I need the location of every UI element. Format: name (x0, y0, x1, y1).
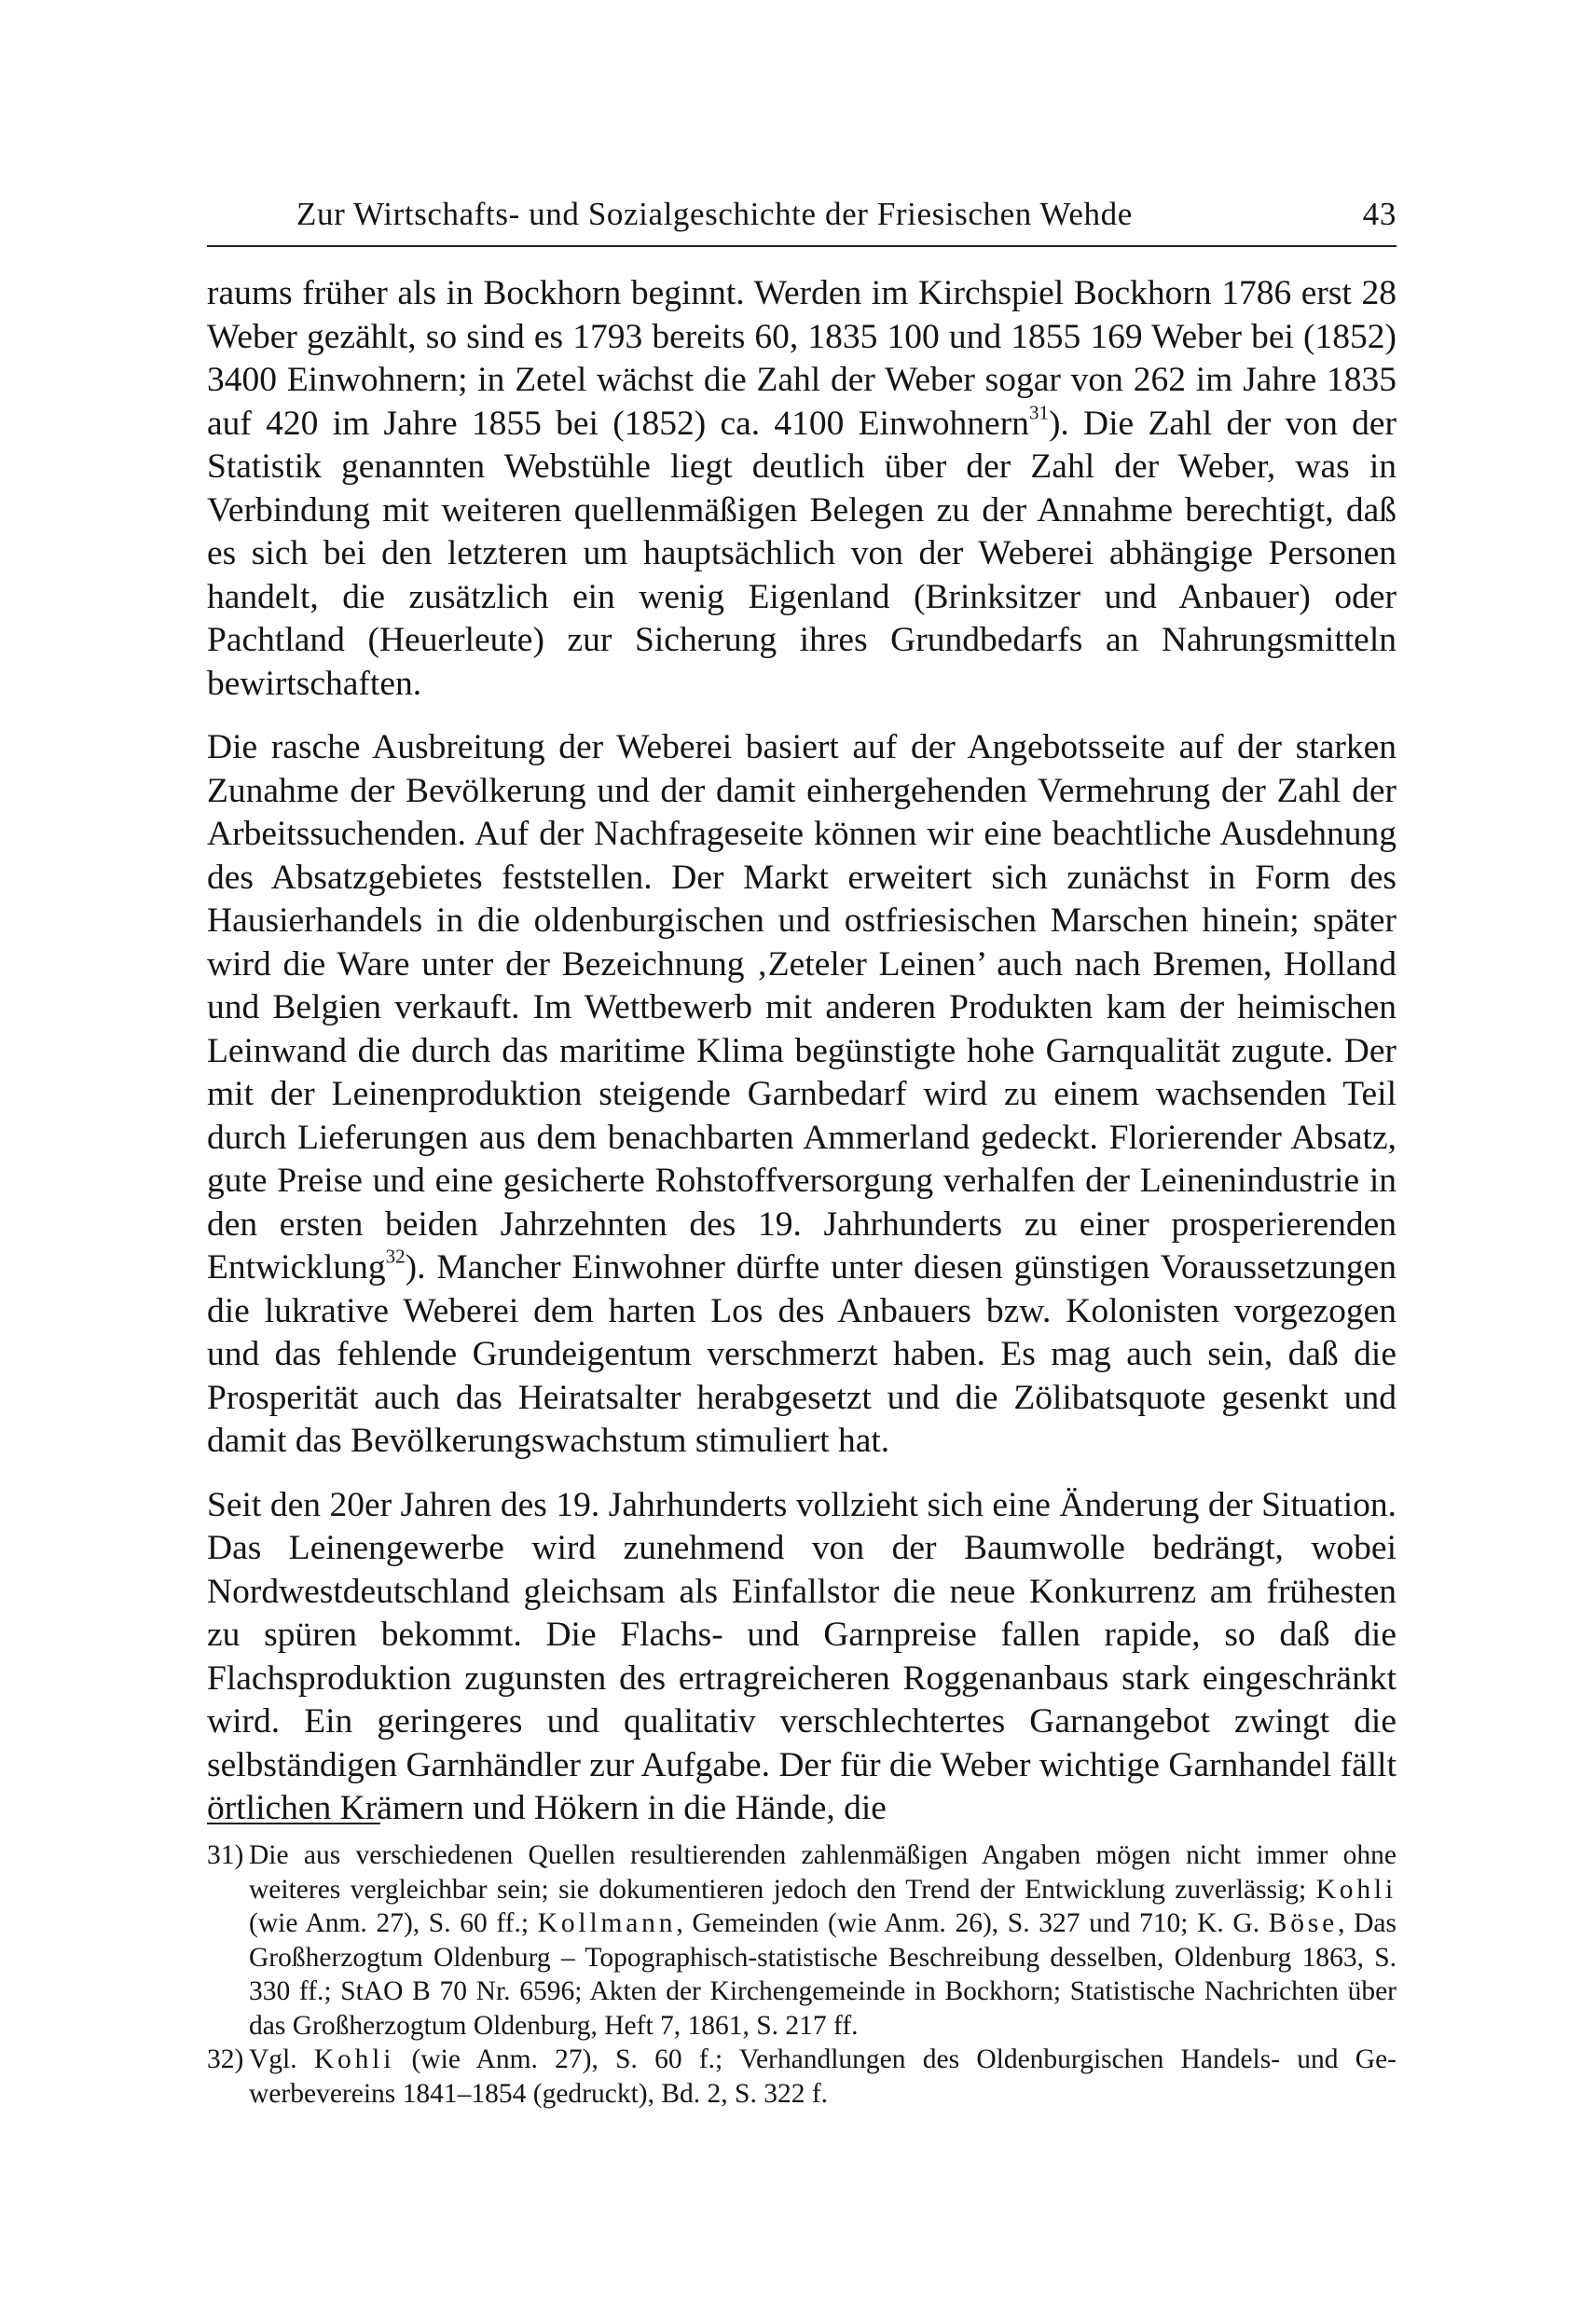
footnote: 31) Die aus verschiedenen Quellen resultierenden zahlenmäßigen Angaben mögen nicht immer ohne weiteres vergleichbar sein; sie dokumentieren jedoch den Trend der Entwicklung zuverlässig; Kohli (wie Anm. 27), S. 60 ff.; Kollmann, Gemeinden (wie Anm. 26), S. 327 und 710; K. G. Böse, Das Großherzogtum Oldenburg – Topographisch-statistische Beschreibung desselben, Oldenburg 1863, S. 330 ff.; StAO B 70 Nr. 6596; Akten der Kirchengemeinde in Bockhorn; Statistische Nachrichten über das Großherzogtum Oldenburg, Heft 7, 1861, S. 217 ff. (207, 1840, 1396, 2041)
footnote-reference[interactable]: 31 (1028, 401, 1049, 424)
running-header (207, 191, 1396, 238)
footnote-rule (207, 1823, 380, 1824)
author-name: Kohli (313, 2044, 395, 2074)
page-number: 43 (1362, 196, 1396, 232)
footnotes (207, 1838, 1396, 2111)
footnote-marker: 31) (207, 1840, 244, 1870)
author-name: Kollmann (537, 1908, 677, 1938)
body-text (207, 272, 1396, 1831)
paragraph: Die rasche Ausbreitung der Weberei basiert auf der Angebotsseite auf der starken Zunahme der Bevölkerung und der damit einhergehenden Vermehrung der Zahl der Arbeitssuchenden. Auf der Nachfrageseite können wir eine beachtliche Ausdehnung des Absatzgebietes feststellen. Der Markt erweitert sich zunächst in Form des Hausierhandels in die oldenburgischen und ostfriesischen Marschen hinein; später wird die Ware unter der Bezeichnung ‚Zeteler Leinen’ auch nach Bremen, Holland und Belgien verkauft. Im Wettbewerb mit anderen Produkten kam der heimischen Leinwand die durch das maritime Klima begünstigte hohe Garnqualität zugute. Der mit der Leinenproduktion steigende Garnbedarf wird zu einem wachsenden Teil durch Lieferungen aus dem benachbarten Ammerland gedeckt. Florierender Absatz, gute Preise und eine gesicherte Rohstoffversorgung verhalfen der Leinenindustrie in den ersten beiden Jahrzehnten des 19. Jahrhunderts zu einer prosperierenden Entwicklung$^{32}$). Mancher Einwohner dürfte unter diesen günstigen Voraussetzungen die lukrative Weberei dem harten Los des Anbauers bzw. Kolonisten vorgezogen und das fehlende Grundeigentum verschmerzt haben. Es mag auch sein, daß die Prosperität auch das Heiratsalter herabgesetzt und die Zölibatsquote gesenkt und damit das Bevölkerungswachstum stimuliert hat. (207, 728, 1396, 1460)
footnote: 32) Vgl. Kohli (wie Anm. 27), S. 60 f.; Verhandlungen des Oldenburgischen Handels- und Gewerbevereins 1841–1854 (gedruckt), Bd. 2, S. 322 f. (207, 2044, 1396, 2109)
author-name: Böse (1268, 1908, 1339, 1938)
paragraph: Seit den 20er Jahren des 19. Jahrhunderts vollzieht sich eine Änderung der Situation. Das Leinengewerbe wird zunehmend von der Baumwolle bedrängt, wobei Nordwestdeutschland gleichsam als Einfallstor die neue Konkurrenz am frühesten zu spüren bekommt. Die Flachs- und Garnpreise fallen rapide, so daß die Flachsproduktion zugunsten des ertragreicheren Roggenanbaus stark eingeschränkt wird. Ein geringeres und qualitativ verschlechtertes Garnangebot zwingt die selbständigen Garnhändler zur Aufgabe. Der für die Weber wichtige Garnhandel fällt örtlichen Krämern und Hökern in die Hände, die (207, 1485, 1397, 1827)
footnote-reference[interactable]: 32 (385, 1245, 406, 1268)
paragraph: raums früher als in Bockhorn beginnt. Werden im Kirchspiel Bockhorn 1786 erst 28 Weber gezählt, so sind es 1793 bereits 60, 1835 100 und 1855 169 Weber bei (1852) 3400 Einwohnern; in Zetel wächst die Zahl der Weber sogar von 262 im Jahre 1835 auf 420 im Jahre 1855 bei (1852) ca. 4100 Einwohnern$^{31}$). Die Zahl der von der Statistik genannten Webstühle liegt deutlich über der Zahl der Weber, was in Verbindung mit weiteren quellenmäßigen Belegen zu der Annahme berechtigt, daß es sich bei den letzteren um hauptsächlich von der Weberei abhängige Personen handelt, die zusätzlich ein wenig Eigenland (Brinksitzer und Anbauer) oder Pachtland (Heuerleute) zur Sicherung ihres Grundbedarfs an Nahrungsmitteln bewirtschaften. (207, 274, 1396, 703)
footnote-marker: 32) (207, 2044, 244, 2074)
header-rule (207, 245, 1396, 247)
author-name: Kohli (1315, 1874, 1396, 1905)
running-title: Zur Wirtschafts- und Sozialgeschichte der Friesischen Wehde (296, 196, 1133, 232)
